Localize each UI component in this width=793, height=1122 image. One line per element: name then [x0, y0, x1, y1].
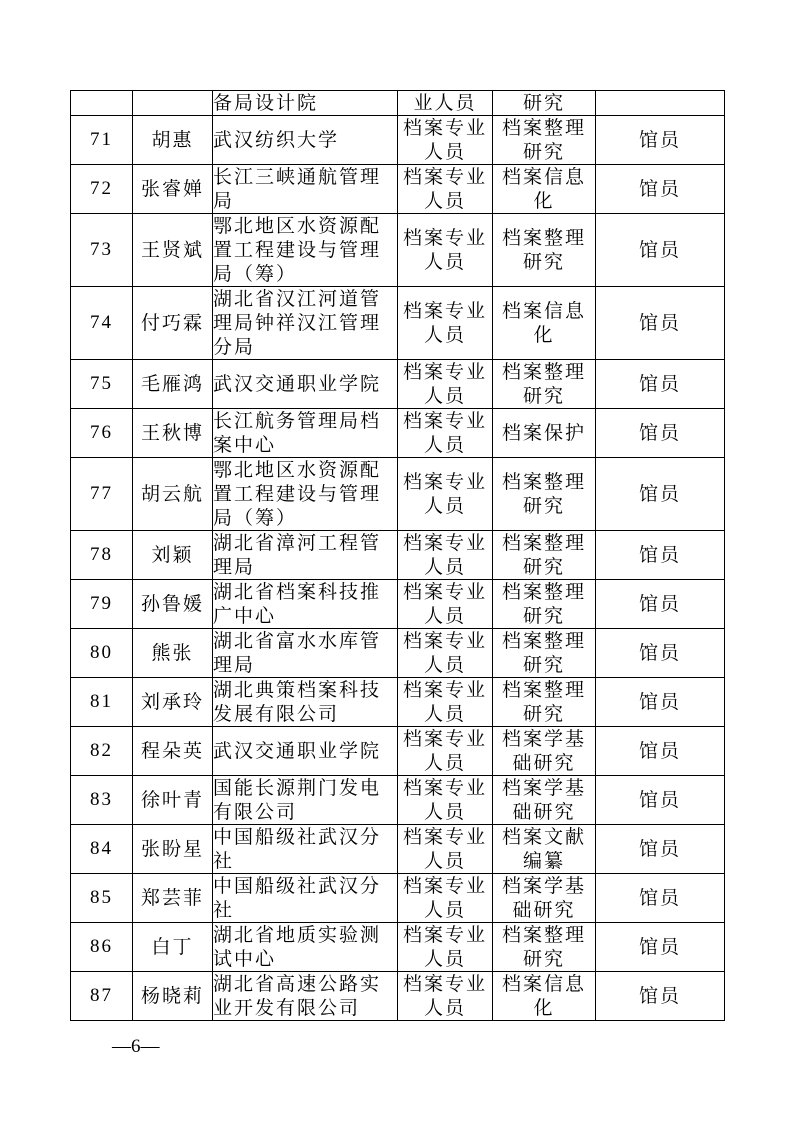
cell-name: 刘颖 [133, 531, 213, 580]
cell-unit: 国能长源荆门发电有限公司 [213, 776, 398, 825]
cell-number: 87 [71, 972, 133, 1021]
cell-direction: 研究 [493, 91, 596, 116]
table-row [71, 165, 725, 214]
cell-role: 档案专业人员 [398, 287, 493, 360]
cell-name: 胡惠 [133, 116, 213, 165]
cell-direction: 档案学基础研究 [493, 776, 596, 825]
cell-unit: 武汉交通职业学院 [213, 360, 398, 409]
cell-title: 馆员 [596, 678, 725, 727]
cell-role: 档案专业人员 [398, 776, 493, 825]
cell-role: 档案专业人员 [398, 409, 493, 458]
cell-title: 馆员 [596, 360, 725, 409]
cell-name: 王贤斌 [133, 214, 213, 287]
cell-direction: 档案整理研究 [493, 678, 596, 727]
cell-name [133, 91, 213, 116]
cell-unit: 湖北省富水水库管理局 [213, 629, 398, 678]
cell-title: 馆员 [596, 629, 725, 678]
cell-unit: 备局设计院 [213, 91, 398, 116]
table-row [71, 287, 725, 360]
cell-direction: 档案学基础研究 [493, 874, 596, 923]
cell-number: 80 [71, 629, 133, 678]
cell-title: 馆员 [596, 165, 725, 214]
cell-title: 馆员 [596, 409, 725, 458]
cell-title: 馆员 [596, 580, 725, 629]
cell-unit: 武汉纺织大学 [213, 116, 398, 165]
cell-direction: 档案整理研究 [493, 629, 596, 678]
cell-direction: 档案整理研究 [493, 458, 596, 531]
cell-unit: 中国船级社武汉分社 [213, 874, 398, 923]
table-row [71, 360, 725, 409]
cell-direction: 档案整理研究 [493, 531, 596, 580]
cell-name: 熊张 [133, 629, 213, 678]
table-row [71, 116, 725, 165]
cell-title: 馆员 [596, 287, 725, 360]
cell-title: 馆员 [596, 923, 725, 972]
cell-direction: 档案整理研究 [493, 360, 596, 409]
cell-role: 档案专业人员 [398, 165, 493, 214]
cell-unit: 湖北省汉江河道管理局钟祥汉江管理分局 [213, 287, 398, 360]
cell-title: 馆员 [596, 972, 725, 1021]
cell-direction: 档案保护 [493, 409, 596, 458]
cell-name: 徐叶青 [133, 776, 213, 825]
page-number: —6— [112, 1036, 160, 1057]
cell-number: 81 [71, 678, 133, 727]
cell-title: 馆员 [596, 727, 725, 776]
cell-direction: 档案信息化 [493, 165, 596, 214]
cell-unit: 长江三峡通航管理局 [213, 165, 398, 214]
cell-name: 王秋博 [133, 409, 213, 458]
cell-direction: 档案信息化 [493, 287, 596, 360]
cell-name: 杨晓莉 [133, 972, 213, 1021]
cell-name: 毛雁鸿 [133, 360, 213, 409]
cell-number: 77 [71, 458, 133, 531]
table-row [71, 629, 725, 678]
cell-name: 孙鲁媛 [133, 580, 213, 629]
cell-direction: 档案整理研究 [493, 923, 596, 972]
cell-title: 馆员 [596, 116, 725, 165]
cell-unit: 长江航务管理局档案中心 [213, 409, 398, 458]
cell-role: 档案专业人员 [398, 825, 493, 874]
cell-title: 馆员 [596, 531, 725, 580]
cell-direction: 档案文献编纂 [493, 825, 596, 874]
cell-unit: 湖北典策档案科技发展有限公司 [213, 678, 398, 727]
cell-number: 84 [71, 825, 133, 874]
table-row [71, 214, 725, 287]
cell-number: 85 [71, 874, 133, 923]
cell-direction: 档案整理研究 [493, 214, 596, 287]
table-row [71, 458, 725, 531]
cell-unit: 湖北省地质实验测试中心 [213, 923, 398, 972]
cell-role: 档案专业人员 [398, 580, 493, 629]
table-row [71, 531, 725, 580]
cell-role: 档案专业人员 [398, 727, 493, 776]
cell-role: 档案专业人员 [398, 874, 493, 923]
cell-role: 档案专业人员 [398, 214, 493, 287]
cell-unit: 中国船级社武汉分社 [213, 825, 398, 874]
cell-number [71, 91, 133, 116]
cell-role: 档案专业人员 [398, 360, 493, 409]
cell-number: 73 [71, 214, 133, 287]
cell-name: 张盼星 [133, 825, 213, 874]
cell-role: 业人员 [398, 91, 493, 116]
table-row [71, 776, 725, 825]
cell-title: 馆员 [596, 874, 725, 923]
cell-role: 档案专业人员 [398, 116, 493, 165]
cell-name: 刘承玲 [133, 678, 213, 727]
table-row [71, 825, 725, 874]
table-row-continuation [71, 91, 725, 116]
cell-title: 馆员 [596, 776, 725, 825]
cell-name: 胡云航 [133, 458, 213, 531]
cell-name: 张睿婵 [133, 165, 213, 214]
cell-role: 档案专业人员 [398, 923, 493, 972]
cell-number: 74 [71, 287, 133, 360]
cell-name: 付巧霖 [133, 287, 213, 360]
table-row [71, 972, 725, 1021]
table-row [71, 678, 725, 727]
cell-unit: 湖北省档案科技推广中心 [213, 580, 398, 629]
personnel-table-body [71, 91, 725, 1021]
cell-role: 档案专业人员 [398, 972, 493, 1021]
cell-role: 档案专业人员 [398, 531, 493, 580]
cell-direction: 档案学基础研究 [493, 727, 596, 776]
cell-name: 郑芸菲 [133, 874, 213, 923]
table-row [71, 923, 725, 972]
table-row [71, 727, 725, 776]
cell-number: 83 [71, 776, 133, 825]
cell-direction: 档案整理研究 [493, 580, 596, 629]
cell-number: 86 [71, 923, 133, 972]
cell-number: 72 [71, 165, 133, 214]
cell-name: 白丁 [133, 923, 213, 972]
cell-number: 79 [71, 580, 133, 629]
cell-unit: 湖北省高速公路实业开发有限公司 [213, 972, 398, 1021]
cell-number: 82 [71, 727, 133, 776]
cell-role: 档案专业人员 [398, 629, 493, 678]
cell-number: 78 [71, 531, 133, 580]
personnel-table [70, 90, 725, 1021]
cell-title [596, 91, 725, 116]
cell-unit: 湖北省漳河工程管理局 [213, 531, 398, 580]
cell-unit: 武汉交通职业学院 [213, 727, 398, 776]
cell-number: 76 [71, 409, 133, 458]
cell-number: 75 [71, 360, 133, 409]
table-row [71, 874, 725, 923]
cell-unit: 鄂北地区水资源配置工程建设与管理局（筹） [213, 458, 398, 531]
cell-unit: 鄂北地区水资源配置工程建设与管理局（筹） [213, 214, 398, 287]
cell-title: 馆员 [596, 214, 725, 287]
cell-title: 馆员 [596, 825, 725, 874]
table-row [71, 409, 725, 458]
cell-role: 档案专业人员 [398, 678, 493, 727]
cell-name: 程朵英 [133, 727, 213, 776]
cell-direction: 档案信息化 [493, 972, 596, 1021]
cell-role: 档案专业人员 [398, 458, 493, 531]
cell-title: 馆员 [596, 458, 725, 531]
cell-direction: 档案整理研究 [493, 116, 596, 165]
table-row [71, 580, 725, 629]
cell-number: 71 [71, 116, 133, 165]
